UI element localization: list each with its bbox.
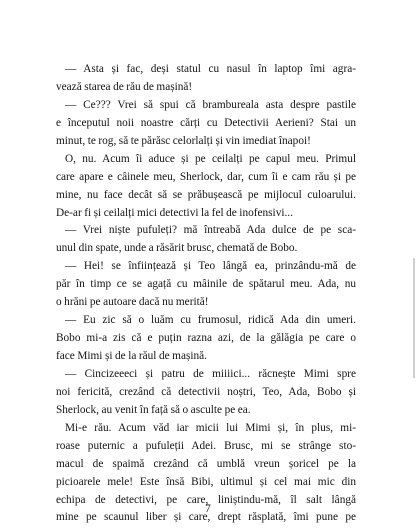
- text-line: picioarele mele! Este însă Bibi, ultimul și cel mai mic din: [56, 475, 356, 488]
- text-line: noi fericită, crezând că detectivii noștri, Teo, Ada, Bobo și: [56, 385, 356, 398]
- text-line: o hrăni pe autoare dacă nu merită!: [56, 296, 209, 309]
- text-line: mine pe scaunul liber și care, drept răsplată, îmi pune pe: [56, 511, 356, 524]
- body-text: [56, 61, 356, 527]
- text-line: — Asta și fac, deși statul cu nasul în laptop îmi agra-: [65, 63, 356, 75]
- page-edge-shadow: [413, 258, 415, 378]
- text-line: echipa de detectivi, pe care, liniștindu-mă, îl salt lângă: [56, 493, 356, 506]
- page-number: 7: [205, 503, 211, 515]
- text-line: macul de spaimă crezând că umblă vreun șoricel pe la: [56, 457, 356, 470]
- text-line: face Mimi și de la răul de mașină.: [56, 350, 207, 362]
- text-line: care apare e câinele meu, Sherlock, dar, cum îi e cam rău și pe: [56, 170, 356, 183]
- text-line: roase puternic a pufuleții Adei. Brusc, mi se strânge sto-: [56, 439, 356, 452]
- text-line: Mi-e rău. Acum văd iar micii lui Mimi și, în plus, mi-: [65, 421, 356, 434]
- text-line: — Cincizeeeci și patru de miiiici... răcnește Mimi spre: [65, 367, 356, 380]
- text-line: mine, nu face decât să se prăbușească pe mijlocul culoarului.: [56, 188, 356, 201]
- text-line: — Hei! se înființează și Teo lângă ea, prinzându-mă de: [65, 260, 356, 273]
- text-line: minut, te rog, să te părăsc celorlalți și vin imediat înapoi!: [56, 134, 311, 147]
- text-line: — Ce??? Vrei să spui că brambureala asta despre pastile: [65, 98, 356, 111]
- text-line: vează starea de rău de mașină!: [56, 80, 193, 93]
- text-line: Bobo mi-a zis că e puțin razna azi, de la gălăgia pe care o: [56, 332, 356, 345]
- text-line: e începutul noii noastre cărți cu Detectivii Aerieni? Stai un: [56, 116, 356, 129]
- text-line: — Eu zic să o luăm cu frumosul, ridică Ada din umeri.: [65, 314, 356, 327]
- text-line: O, nu. Acum îi aduce și pe ceilalți pe capul meu. Primul: [65, 152, 356, 165]
- text-line: — Vrei niște pufuleți? mă întreabă Ada dulce de pe sca-: [65, 224, 356, 237]
- text-line: De-ar fi și ceilalți mici detectivi la fel de inofensivi...: [56, 206, 293, 219]
- text-line: unul din spate, unde a răsărit brusc, chemată de Bobo.: [56, 242, 298, 255]
- text-line: păr în timp ce se agață cu mâinile de spătarul meu. Ada, nu: [56, 278, 356, 291]
- text-line: Sherlock, au venit în față să o asculte pe ea.: [56, 403, 251, 416]
